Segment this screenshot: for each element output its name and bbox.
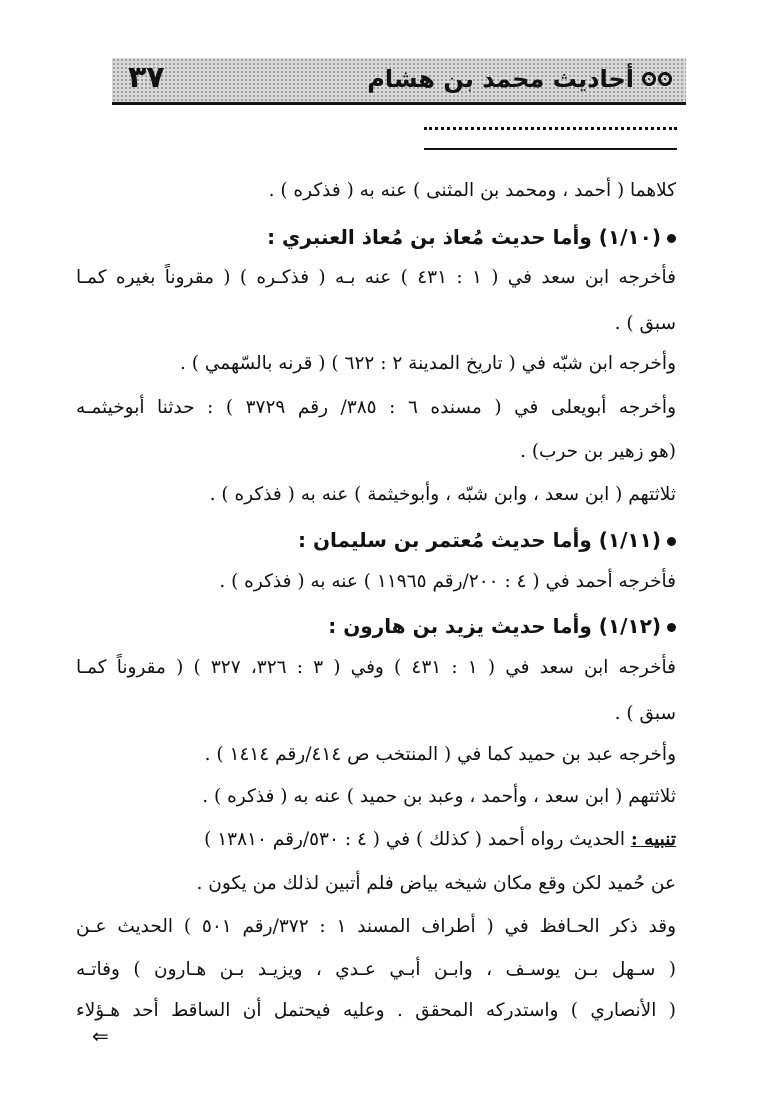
text-line: فأخرجه ابن سعد في ( ١ : ٤٣١ ) وفي ( ٣ : ٣٢٦، ٣٢٧ ) ( مقروناً كمـا <box>76 657 676 678</box>
dotted-separator <box>424 127 677 130</box>
text-line: عن حُميد لكن وقع مكان شيخه بياض فلم أتبين لذلك من يكون . <box>196 873 676 894</box>
running-title-group <box>367 62 672 96</box>
double-ring-ornament-icon <box>642 72 672 86</box>
bullet-icon <box>667 537 676 546</box>
text-line: ( سـهل بـن يوسـف ، وابـن أبـي عـدي ، ويزيـد بـن هـارون ) وفاتـه <box>76 959 676 980</box>
section-heading <box>76 222 676 252</box>
text-line: ثلاثتهم ( ابن سعد ، وابن شبّه ، وأبوخيثمة ) عنه به ( فذكره ) . <box>209 484 676 505</box>
continue-arrow-icon: ⇐ <box>92 1024 109 1048</box>
section-heading-text: (١/١١) وأما حديث مُعتمر بن سليمان : <box>298 528 661 552</box>
solid-separator <box>424 148 677 150</box>
section-heading-text: (١/١٠) وأما حديث مُعاذ بن مُعاذ العنبري : <box>267 225 661 249</box>
section-heading <box>76 611 676 641</box>
running-title: أحاديث محمد بن هشام <box>367 65 634 93</box>
section-heading-text: (١/١٢) وأما حديث يزيد بن هارون : <box>328 614 661 638</box>
text-line: ثلاثتهم ( ابن سعد ، وأحمد ، وعبد بن حميد ) عنه به ( فذكره ) . <box>202 786 676 807</box>
bullet-icon <box>667 623 676 632</box>
page-number: ٣٧ <box>128 60 165 95</box>
text-line: ( الأنصاري ) واستدركه المحقق . وعليه فيحتمل أن الساقط أحد هـؤلاء <box>76 1000 676 1021</box>
note-text: الحديث رواه أحمد ( كذلك ) في ( ٤ : ٥٣٠/رقم ١٣٨١٠ ) <box>204 829 626 850</box>
text-line: كلاهما ( أحمد ، ومحمد بن المثنى ) عنه به ( فذكره ) . <box>268 180 676 201</box>
text-line: سبق ) . <box>614 703 676 724</box>
text-line: فأخرجه أحمد في ( ٤ : ٢٠٠/رقم ١١٩٦٥ ) عنه به ( فذكره ) . <box>219 571 676 592</box>
text-line: وأخرجه ابن شبّه في ( تاريخ المدينة ٢ : ٦٢٢ ) ( قرنه بالسّهمي ) . <box>180 353 676 374</box>
text-line: وأخرجه أبويعلى في ( مسنده ٦ : ٣٨٥/ رقم ٣٧٢٩ ) : حدثنا أبوخيثمـه <box>76 397 676 418</box>
text-line: (هو زهير بن حرب) . <box>520 441 676 462</box>
note-label: تنبيه : <box>630 829 676 850</box>
text-line: سبق ) . <box>614 313 676 334</box>
text-line: وقد ذكر الحـافظ في ( أطراف المسند ١ : ٣٧٢/رقم ٥٠١ ) الحديث عـن <box>76 916 676 937</box>
text-line: وأخرجه عبد بن حميد كما في ( المنتخب ص ٤١٤/رقم ١٤١٤ ) . <box>204 744 676 765</box>
text-line: فأخرجه ابن سعد في ( ١ : ٤٣١ ) عنه بـه ( فذكـره ) ( مقروناً بغيره كمـا <box>76 267 676 288</box>
note-line <box>76 825 676 855</box>
bullet-icon <box>667 234 676 243</box>
section-heading <box>76 525 676 555</box>
running-header <box>112 58 686 105</box>
